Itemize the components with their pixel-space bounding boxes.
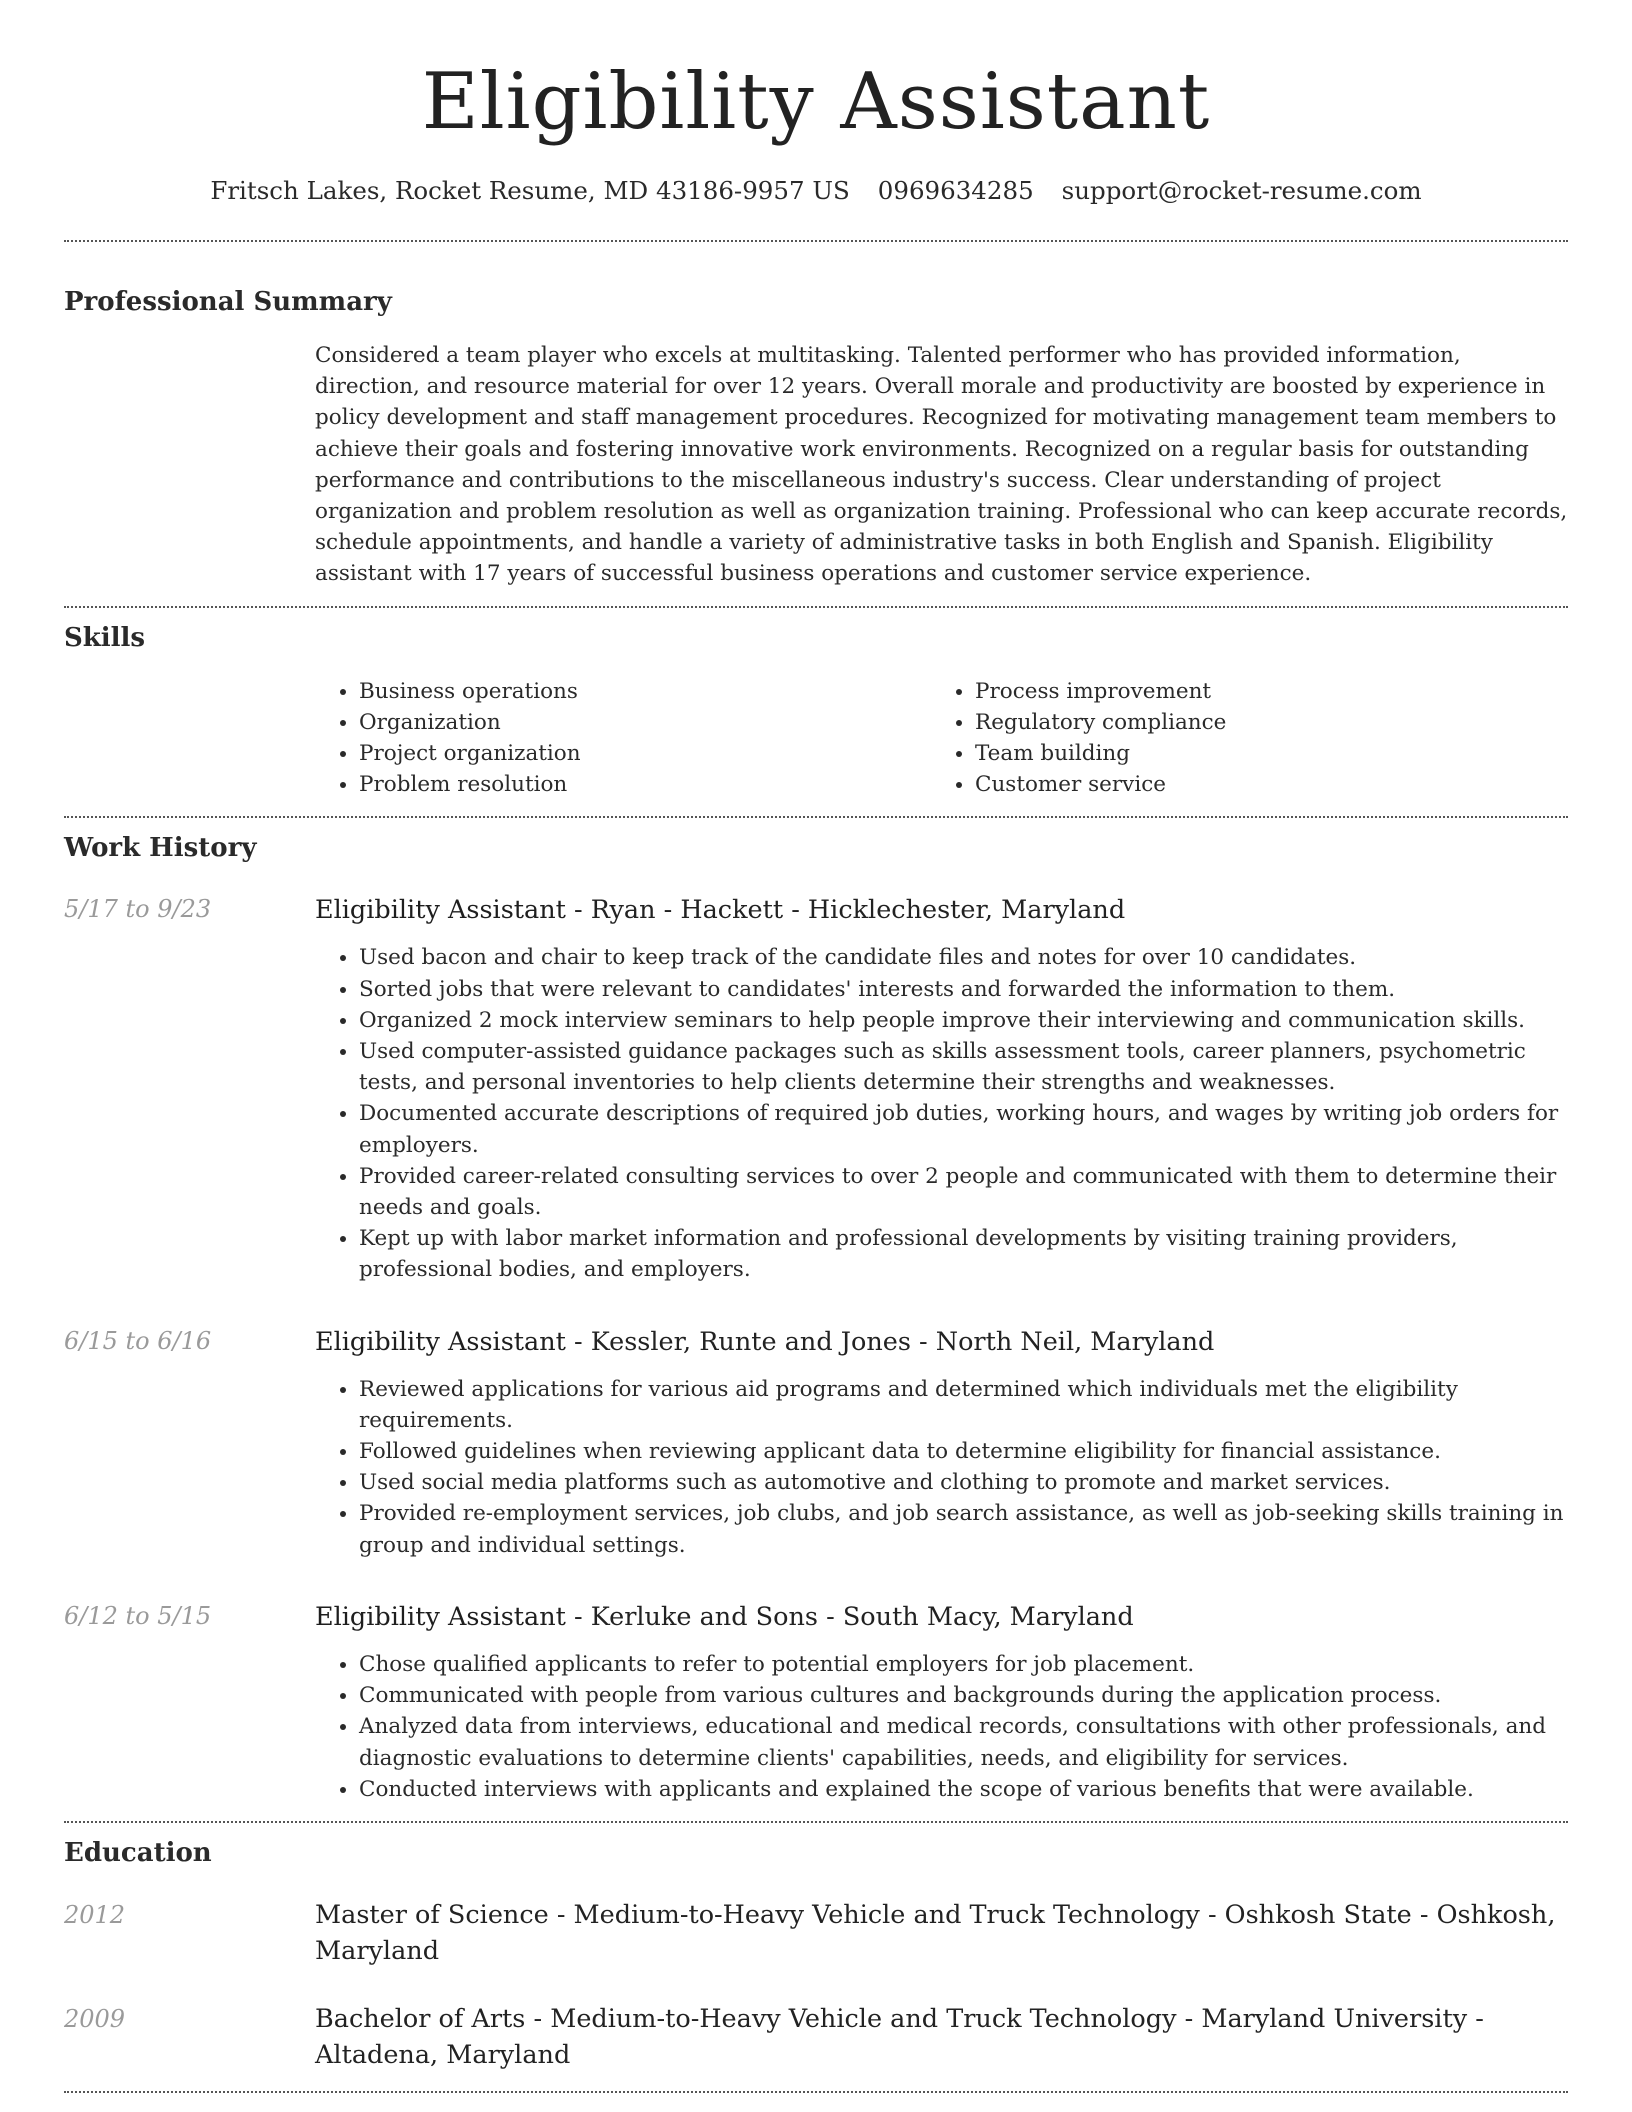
job-role: Eligibility Assistant [315, 1326, 566, 1357]
education-date: 2012 [64, 1900, 126, 1929]
education-entry [64, 1897, 1568, 1969]
job-bullet: • Documented accurate descriptions of required job duties, working hours, and wages by writing job orders for employers. [359, 1098, 1568, 1160]
job-bullet: • Used bacon and chair to keep track of the candidate files and notes for over 10 candidates. [359, 942, 1568, 973]
skill-item: • Team building [975, 738, 1547, 769]
job-heading [315, 1324, 1568, 1360]
summary-text: Considered a team player who excels at multitasking. Talented performer who has provided information, direction, and resource material for over 12 years. Overall morale and productivity are boosted by experience in policy development and staff management procedures. Recognized for motivating management team members to achieve their goals and fostering innovative work environments. Recognized on a regular basis for outstanding performance and contributions to the miscellaneous industry's success. Clear understanding of project organization and problem resolution as well as organization training. Professional who can keep accurate records, schedule appointments, and handle a variety of administrative tasks in both English and Spanish. Eligibility assistant with 17 years of successful business operations and customer service experience. [315, 343, 1568, 587]
job-bullet: • Reviewed applications for various aid programs and determined which individuals met the eligibility requirements. [359, 1374, 1568, 1436]
skill-item: • Customer service [975, 769, 1547, 800]
skills-column-left [315, 676, 931, 801]
education-date: 2009 [64, 2004, 126, 2033]
work-history-title: Work History [64, 833, 257, 864]
job-bullet: • Used social media platforms such as automotive and clothing to promote and market services. [359, 1467, 1568, 1498]
job-entry [64, 1324, 1568, 1561]
job-heading [315, 1599, 1568, 1635]
job-entry [64, 892, 1568, 1285]
skill-item: • Process improvement [975, 676, 1547, 707]
contact-email: support@rocket-resume.com [1061, 176, 1422, 205]
education-school: - Oshkosh State - Oshkosh, Maryland [315, 1899, 1556, 1966]
skills-title: Skills [64, 622, 146, 653]
job-employer: - Kerluke and Sons - South Macy, Maryland [565, 1601, 1134, 1632]
education-degree: Master of Science - Medium-to-Heavy Vehicle and Truck Technology [315, 1899, 1200, 1930]
job-bullet: • Conducted interviews with applicants and explained the scope of various benefits that were available. [359, 1774, 1568, 1805]
job-role: Eligibility Assistant [315, 895, 566, 926]
contact-address: Fritsch Lakes, Rocket Resume, MD 43186-9957 US [210, 176, 850, 205]
skills-list [315, 676, 1568, 801]
skill-item: • Problem resolution [359, 769, 931, 800]
job-bullets [315, 1649, 1568, 1805]
skill-item: • Regulatory compliance [975, 707, 1547, 738]
education-school: - Maryland University - Altadena, Maryland [315, 2003, 1484, 2070]
job-bullet: • Followed guidelines when reviewing applicant data to determine eligibility for financial assistance. [359, 1436, 1568, 1467]
divider [64, 2091, 1568, 2093]
job-bullet: • Organized 2 mock interview seminars to help people improve their interviewing and communication skills. [359, 1005, 1568, 1036]
education-title: Education [64, 1837, 212, 1868]
skills-column-right [931, 676, 1547, 801]
job-bullet: • Sorted jobs that were relevant to candidates' interests and forwarded the information to them. [359, 974, 1568, 1005]
contact-phone: 0969634285 [877, 176, 1034, 205]
job-entry [64, 1599, 1568, 1805]
skill-item: • Project organization [359, 738, 931, 769]
job-bullet: • Analyzed data from interviews, educational and medical records, consultations with other professionals, and diagnostic evaluations to determine clients' capabilities, needs, and eligibility for services. [359, 1711, 1568, 1773]
divider [64, 1821, 1568, 1823]
job-bullets [315, 1374, 1568, 1561]
job-date: 6/12 to 5/15 [64, 1601, 212, 1630]
job-bullet: • Provided career-related consulting services to over 2 people and communicated with them to determine their needs and goals. [359, 1161, 1568, 1223]
resume-name: Eligibility Assistant [421, 57, 1211, 147]
job-role: Eligibility Assistant [315, 1601, 566, 1632]
job-bullet: • Chose qualified applicants to refer to potential employers for job placement. [359, 1649, 1568, 1680]
skill-item: • Organization [359, 707, 931, 738]
divider [64, 606, 1568, 608]
job-date: 6/15 to 6/16 [64, 1326, 212, 1355]
job-bullet: • Provided re-employment services, job clubs, and job search assistance, as well as job-seeking skills training in group and individual settings. [359, 1498, 1568, 1560]
job-bullet: • Used computer-assisted guidance packages such as skills assessment tools, career planners, psychometric tests, and personal inventories to help clients determine their strengths and weaknesses. [359, 1036, 1568, 1098]
contact-line [64, 174, 1568, 208]
skill-item: • Business operations [359, 676, 931, 707]
job-date: 5/17 to 9/23 [64, 895, 212, 924]
job-employer: - Ryan - Hackett - Hicklechester, Maryland [565, 895, 1126, 926]
job-bullets [315, 942, 1568, 1285]
divider [64, 816, 1568, 818]
summary-title: Professional Summary [64, 287, 392, 317]
job-employer: - Kessler, Runte and Jones - North Neil, Maryland [565, 1326, 1215, 1357]
education-degree: Bachelor of Arts - Medium-to-Heavy Vehicle and Truck Technology [315, 2003, 1177, 2034]
education-entry [64, 2001, 1568, 2073]
divider [64, 240, 1568, 242]
job-bullet: • Kept up with labor market information and professional developments by visiting training providers, professional bodies, and employers. [359, 1223, 1568, 1285]
job-heading [315, 892, 1568, 928]
job-bullet: • Communicated with people from various cultures and backgrounds during the application process. [359, 1680, 1568, 1711]
